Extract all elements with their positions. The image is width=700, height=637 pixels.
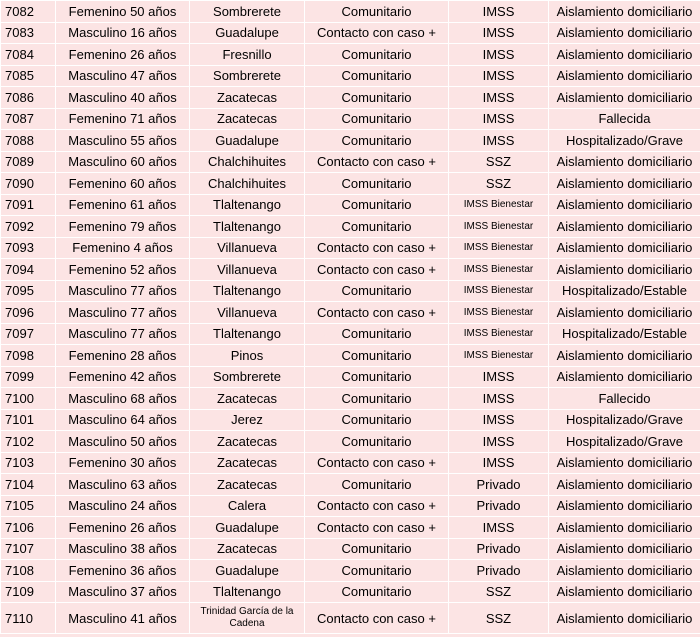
status-cell: Aislamiento domiciliario: [549, 194, 700, 216]
sex-age-cell: Masculino 77 años: [56, 280, 190, 302]
table-row: [1, 560, 700, 582]
contagion-type-cell: Contacto con caso +: [305, 151, 449, 173]
municipality-cell: Tlaltenango: [190, 280, 305, 302]
status-cell: Aislamiento domiciliario: [549, 65, 700, 87]
contagion-type-cell: Comunitario: [305, 560, 449, 582]
status-cell: Hospitalizado/Grave: [549, 431, 700, 453]
sex-age-cell: Masculino 24 años: [56, 495, 190, 517]
institution-cell: Privado: [449, 560, 549, 582]
case-id-cell: 7110: [1, 603, 56, 634]
table-row: [1, 323, 700, 345]
contagion-type-cell: Contacto con caso +: [305, 517, 449, 539]
status-cell: Aislamiento domiciliario: [549, 1, 700, 23]
status-cell: Aislamiento domiciliario: [549, 474, 700, 496]
contagion-type-cell: Comunitario: [305, 409, 449, 431]
contagion-type-cell: Contacto con caso +: [305, 302, 449, 324]
status-cell: Aislamiento domiciliario: [549, 44, 700, 66]
institution-cell: Privado: [449, 538, 549, 560]
sex-age-cell: Femenino 26 años: [56, 517, 190, 539]
table-row: [1, 452, 700, 474]
municipality-cell: Villanueva: [190, 259, 305, 281]
status-cell: Aislamiento domiciliario: [549, 452, 700, 474]
case-id-cell: 7103: [1, 452, 56, 474]
case-id-cell: 7091: [1, 194, 56, 216]
contagion-type-cell: Comunitario: [305, 431, 449, 453]
case-id-cell: 7098: [1, 345, 56, 367]
contagion-type-cell: Comunitario: [305, 345, 449, 367]
municipality-cell: Sombrerete: [190, 65, 305, 87]
cases-table-body: [1, 1, 700, 634]
status-cell: Aislamiento domiciliario: [549, 495, 700, 517]
sex-age-cell: Femenino 26 años: [56, 44, 190, 66]
table-row: [1, 259, 700, 281]
institution-cell: IMSS: [449, 130, 549, 152]
case-id-cell: 7107: [1, 538, 56, 560]
institution-cell: IMSS: [449, 108, 549, 130]
contagion-type-cell: Comunitario: [305, 474, 449, 496]
status-cell: Fallecido: [549, 388, 700, 410]
contagion-type-cell: Contacto con caso +: [305, 603, 449, 634]
table-row: [1, 237, 700, 259]
municipality-cell: Tlaltenango: [190, 194, 305, 216]
sex-age-cell: Masculino 38 años: [56, 538, 190, 560]
municipality-cell: Sombrerete: [190, 366, 305, 388]
contagion-type-cell: Comunitario: [305, 1, 449, 23]
institution-cell: IMSS Bienestar: [449, 216, 549, 238]
case-id-cell: 7092: [1, 216, 56, 238]
contagion-type-cell: Comunitario: [305, 65, 449, 87]
institution-cell: IMSS: [449, 44, 549, 66]
sex-age-cell: Masculino 47 años: [56, 65, 190, 87]
sex-age-cell: Masculino 77 años: [56, 302, 190, 324]
table-row: [1, 216, 700, 238]
table-row: [1, 388, 700, 410]
municipality-cell: Zacatecas: [190, 87, 305, 109]
table-row: [1, 366, 700, 388]
table-row: [1, 130, 700, 152]
institution-cell: IMSS Bienestar: [449, 323, 549, 345]
institution-cell: IMSS Bienestar: [449, 259, 549, 281]
institution-cell: IMSS Bienestar: [449, 302, 549, 324]
municipality-cell: Fresnillo: [190, 44, 305, 66]
case-id-cell: 7108: [1, 560, 56, 582]
status-cell: Aislamiento domiciliario: [549, 173, 700, 195]
contagion-type-cell: Comunitario: [305, 538, 449, 560]
status-cell: Aislamiento domiciliario: [549, 259, 700, 281]
case-id-cell: 7083: [1, 22, 56, 44]
sex-age-cell: Femenino 60 años: [56, 173, 190, 195]
contagion-type-cell: Comunitario: [305, 323, 449, 345]
table-row: [1, 1, 700, 23]
status-cell: Hospitalizado/Estable: [549, 280, 700, 302]
table-row: [1, 151, 700, 173]
status-cell: Aislamiento domiciliario: [549, 22, 700, 44]
contagion-type-cell: Comunitario: [305, 280, 449, 302]
institution-cell: Privado: [449, 474, 549, 496]
status-cell: Hospitalizado/Grave: [549, 409, 700, 431]
case-id-cell: 7085: [1, 65, 56, 87]
table-row: [1, 65, 700, 87]
case-id-cell: 7087: [1, 108, 56, 130]
table-row: [1, 409, 700, 431]
status-cell: Aislamiento domiciliario: [549, 345, 700, 367]
municipality-cell: Chalchihuites: [190, 173, 305, 195]
contagion-type-cell: Contacto con caso +: [305, 22, 449, 44]
sex-age-cell: Femenino 4 años: [56, 237, 190, 259]
municipality-cell: Guadalupe: [190, 517, 305, 539]
institution-cell: IMSS: [449, 388, 549, 410]
contagion-type-cell: Comunitario: [305, 388, 449, 410]
table-row: [1, 538, 700, 560]
municipality-cell: Pinos: [190, 345, 305, 367]
municipality-cell: Calera: [190, 495, 305, 517]
table-row: [1, 108, 700, 130]
institution-cell: IMSS: [449, 1, 549, 23]
status-cell: Aislamiento domiciliario: [549, 517, 700, 539]
sex-age-cell: Masculino 40 años: [56, 87, 190, 109]
municipality-cell: Jerez: [190, 409, 305, 431]
contagion-type-cell: Comunitario: [305, 173, 449, 195]
sex-age-cell: Masculino 41 años: [56, 603, 190, 634]
contagion-type-cell: Contacto con caso +: [305, 237, 449, 259]
case-id-cell: 7101: [1, 409, 56, 431]
status-cell: Aislamiento domiciliario: [549, 538, 700, 560]
institution-cell: IMSS: [449, 452, 549, 474]
contagion-type-cell: Comunitario: [305, 87, 449, 109]
case-id-cell: 7090: [1, 173, 56, 195]
institution-cell: IMSS: [449, 65, 549, 87]
sex-age-cell: Masculino 64 años: [56, 409, 190, 431]
status-cell: Hospitalizado/Estable: [549, 323, 700, 345]
status-cell: Aislamiento domiciliario: [549, 216, 700, 238]
case-id-cell: 7100: [1, 388, 56, 410]
contagion-type-cell: Comunitario: [305, 194, 449, 216]
status-cell: Aislamiento domiciliario: [549, 87, 700, 109]
institution-cell: SSZ: [449, 581, 549, 603]
table-row: [1, 173, 700, 195]
sex-age-cell: Masculino 55 años: [56, 130, 190, 152]
table-row: [1, 581, 700, 603]
sex-age-cell: Masculino 63 años: [56, 474, 190, 496]
institution-cell: Privado: [449, 495, 549, 517]
status-cell: Aislamiento domiciliario: [549, 366, 700, 388]
case-id-cell: 7106: [1, 517, 56, 539]
contagion-type-cell: Contacto con caso +: [305, 495, 449, 517]
sex-age-cell: Femenino 61 años: [56, 194, 190, 216]
case-id-cell: 7094: [1, 259, 56, 281]
contagion-type-cell: Comunitario: [305, 130, 449, 152]
table-row: [1, 87, 700, 109]
case-id-cell: 7088: [1, 130, 56, 152]
institution-cell: IMSS: [449, 517, 549, 539]
institution-cell: IMSS Bienestar: [449, 194, 549, 216]
sex-age-cell: Femenino 28 años: [56, 345, 190, 367]
municipality-cell: Guadalupe: [190, 22, 305, 44]
case-id-cell: 7102: [1, 431, 56, 453]
table-row: [1, 44, 700, 66]
institution-cell: SSZ: [449, 173, 549, 195]
municipality-cell: Zacatecas: [190, 538, 305, 560]
case-id-cell: 7086: [1, 87, 56, 109]
contagion-type-cell: Comunitario: [305, 366, 449, 388]
sex-age-cell: Femenino 71 años: [56, 108, 190, 130]
contagion-type-cell: Contacto con caso +: [305, 452, 449, 474]
institution-cell: SSZ: [449, 151, 549, 173]
municipality-cell: Zacatecas: [190, 108, 305, 130]
institution-cell: IMSS Bienestar: [449, 280, 549, 302]
institution-cell: IMSS: [449, 409, 549, 431]
case-id-cell: 7105: [1, 495, 56, 517]
sex-age-cell: Masculino 50 años: [56, 431, 190, 453]
sex-age-cell: Masculino 77 años: [56, 323, 190, 345]
sex-age-cell: Femenino 36 años: [56, 560, 190, 582]
municipality-cell: Zacatecas: [190, 388, 305, 410]
table-row: [1, 302, 700, 324]
institution-cell: IMSS: [449, 87, 549, 109]
municipality-cell: Tlaltenango: [190, 581, 305, 603]
institution-cell: IMSS: [449, 431, 549, 453]
municipality-cell: Guadalupe: [190, 560, 305, 582]
contagion-type-cell: Comunitario: [305, 581, 449, 603]
municipality-cell: Guadalupe: [190, 130, 305, 152]
sex-age-cell: Femenino 52 años: [56, 259, 190, 281]
sex-age-cell: Femenino 30 años: [56, 452, 190, 474]
sex-age-cell: Masculino 37 años: [56, 581, 190, 603]
case-id-cell: 7099: [1, 366, 56, 388]
sex-age-cell: Femenino 42 años: [56, 366, 190, 388]
status-cell: Aislamiento domiciliario: [549, 603, 700, 634]
institution-cell: IMSS Bienestar: [449, 237, 549, 259]
case-id-cell: 7093: [1, 237, 56, 259]
sex-age-cell: Femenino 79 años: [56, 216, 190, 238]
status-cell: Fallecida: [549, 108, 700, 130]
municipality-cell: Zacatecas: [190, 431, 305, 453]
case-id-cell: 7104: [1, 474, 56, 496]
contagion-type-cell: Comunitario: [305, 44, 449, 66]
municipality-cell: Chalchihuites: [190, 151, 305, 173]
status-cell: Aislamiento domiciliario: [549, 237, 700, 259]
municipality-cell: Zacatecas: [190, 452, 305, 474]
sex-age-cell: Masculino 16 años: [56, 22, 190, 44]
case-id-cell: 7097: [1, 323, 56, 345]
contagion-type-cell: Comunitario: [305, 108, 449, 130]
institution-cell: IMSS: [449, 366, 549, 388]
case-id-cell: 7096: [1, 302, 56, 324]
case-id-cell: 7089: [1, 151, 56, 173]
table-row: [1, 194, 700, 216]
municipality-cell: Villanueva: [190, 237, 305, 259]
contagion-type-cell: Contacto con caso +: [305, 259, 449, 281]
table-row: [1, 517, 700, 539]
table-row: [1, 495, 700, 517]
municipality-cell: Zacatecas: [190, 474, 305, 496]
status-cell: Aislamiento domiciliario: [549, 560, 700, 582]
table-row: [1, 603, 700, 634]
municipality-cell: Villanueva: [190, 302, 305, 324]
municipality-cell: Tlaltenango: [190, 216, 305, 238]
case-id-cell: 7084: [1, 44, 56, 66]
table-row: [1, 345, 700, 367]
sex-age-cell: Masculino 60 años: [56, 151, 190, 173]
sex-age-cell: Femenino 50 años: [56, 1, 190, 23]
institution-cell: IMSS: [449, 22, 549, 44]
status-cell: Aislamiento domiciliario: [549, 302, 700, 324]
status-cell: Hospitalizado/Grave: [549, 130, 700, 152]
municipality-cell: Sombrerete: [190, 1, 305, 23]
contagion-type-cell: Comunitario: [305, 216, 449, 238]
table-row: [1, 22, 700, 44]
municipality-cell: Trinidad García de la Cadena: [190, 603, 305, 634]
case-id-cell: 7082: [1, 1, 56, 23]
status-cell: Aislamiento domiciliario: [549, 151, 700, 173]
table-row: [1, 280, 700, 302]
case-id-cell: 7109: [1, 581, 56, 603]
municipality-cell: Tlaltenango: [190, 323, 305, 345]
sex-age-cell: Masculino 68 años: [56, 388, 190, 410]
case-id-cell: 7095: [1, 280, 56, 302]
institution-cell: IMSS Bienestar: [449, 345, 549, 367]
table-row: [1, 474, 700, 496]
table-row: [1, 431, 700, 453]
status-cell: Aislamiento domiciliario: [549, 581, 700, 603]
institution-cell: SSZ: [449, 603, 549, 634]
